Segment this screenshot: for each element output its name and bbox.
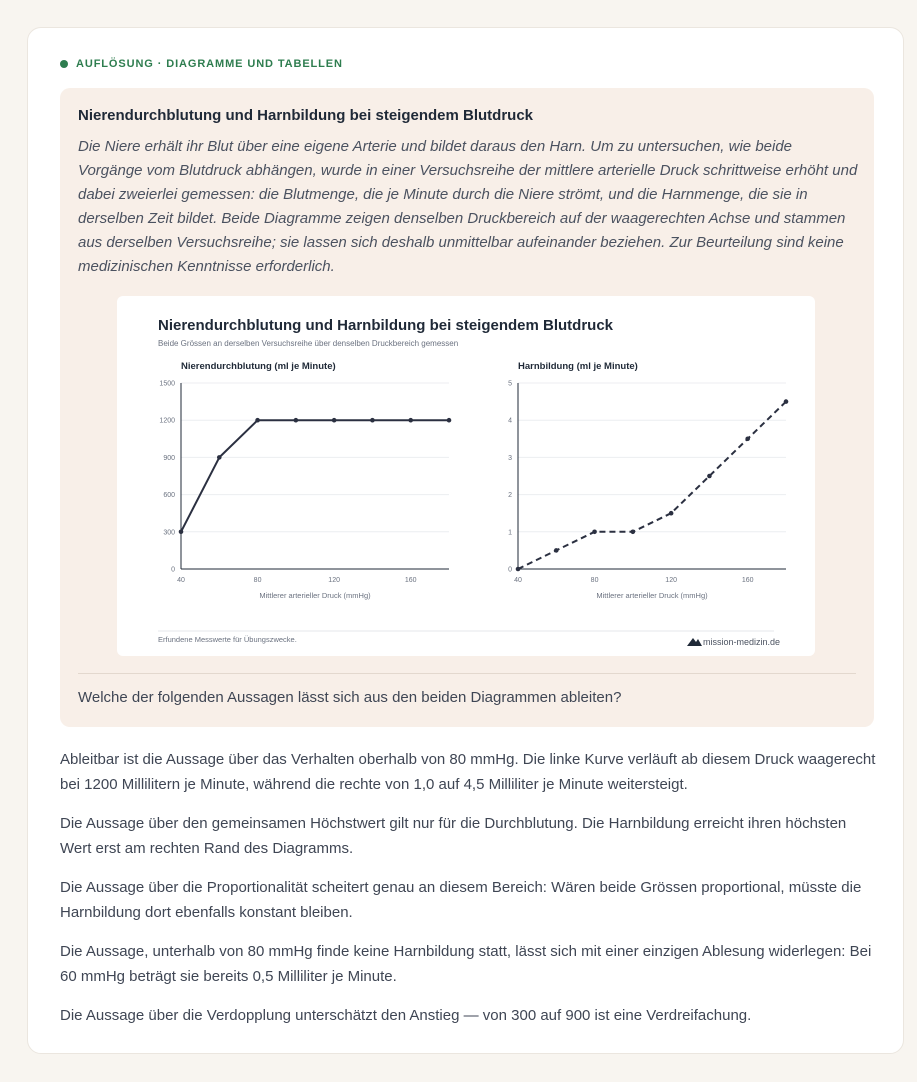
- urine-x-tick-label: 40: [514, 577, 522, 584]
- urine-series-line: [518, 402, 786, 569]
- bloodflow-chart-title: Nierendurchblutung (ml je Minute): [181, 361, 336, 372]
- urine-x-tick-label: 80: [590, 577, 599, 584]
- chart-svg: [117, 296, 815, 656]
- bloodflow-y-tick-label: 600: [163, 492, 175, 500]
- bloodflow-y-tick-label: 300: [163, 529, 175, 537]
- brand-label: mission-medizin.de: [703, 637, 781, 647]
- bloodflow-data-point: [408, 418, 413, 423]
- urine-x-axis-label: Mittlerer arterieller Druck (mmHg): [596, 591, 708, 600]
- explanation-paragraph: Ableitbar ist die Aussage über das Verhalten oberhalb von 80 mmHg. Die linke Kurve verläuft ab diesem Druck waagerecht bei 1200 Millilitern je Minute, während die rechte von 1,0 auf 4,5 Milliliter je Minute weitersteigt.: [60, 751, 876, 793]
- bloodflow-x-tick-label: 120: [328, 577, 340, 584]
- bloodflow-x-tick-label: 160: [404, 577, 417, 584]
- urine-x-tick-label: 120: [665, 577, 677, 584]
- bloodflow-data-point: [447, 418, 452, 423]
- urine-y-tick-label: 5: [508, 380, 512, 388]
- urine-data-point: [631, 530, 636, 535]
- bloodflow-data-point: [255, 418, 260, 423]
- bloodflow-data-point: [332, 418, 337, 423]
- section-tag: [60, 58, 343, 70]
- question-intro: Die Niere erhält ihr Blut über eine eigene Arterie und bildet daraus den Harn. Um zu untersuchen, wie beide Vorgänge vom Blutdruck abhängen, wurde in einer Versuchsreihe der mittlere arterielle Druck schrittweise erhöht und dabei zweierlei gemessen: die Blutmenge, die je Minute durch die Niere strömt, und die Harnmenge, die sie in derselben Zeit bildet. Beide Diagramme zeigen denselben Druckbereich auf der waagerechten Achse und stammen aus derselben Versuchsreihe; sie lassen sich deshalb unmittelbar aufeinander beziehen. Zur Beurteilung sind keine medizinischen Kenntnisse erforderlich.: [78, 138, 858, 275]
- urine-data-point: [784, 399, 789, 404]
- urine-data-point: [707, 474, 712, 479]
- urine-data-point: [669, 511, 674, 516]
- status-dot-icon: [60, 60, 68, 68]
- bloodflow-y-tick-label: 900: [163, 454, 175, 462]
- urine-x-tick-label: 160: [741, 577, 754, 584]
- section-tag-label: AUFLÖSUNG · DIAGRAMME UND TABELLEN: [76, 58, 343, 70]
- solution-card: [27, 27, 904, 1054]
- urine-chart-title: Harnbildung (ml je Minute): [518, 361, 638, 372]
- question-divider: [78, 673, 856, 674]
- question-title: Nierendurchblutung und Harnbildung bei steigendem Blutdruck: [78, 107, 534, 124]
- urine-y-tick-label: 2: [508, 492, 512, 500]
- bloodflow-series-line: [181, 420, 449, 532]
- urine-y-tick-label: 0: [508, 566, 512, 574]
- bloodflow-y-tick-label: 0: [171, 566, 175, 574]
- figure-subtitle: Beide Grössen an derselben Versuchsreihe über denselben Druckbereich gemessen: [158, 339, 459, 348]
- bloodflow-data-point: [294, 418, 299, 423]
- urine-y-tick-label: 3: [508, 454, 512, 462]
- bloodflow-data-point: [370, 418, 375, 423]
- urine-y-tick-label: 1: [508, 529, 512, 537]
- explanation-paragraph: Die Aussage über die Proportionalität scheitert genau an diesem Bereich: Wären beide Grössen proportional, müsste die Harnbildung dort ebenfalls konstant bleiben.: [60, 879, 862, 921]
- question-box: [60, 88, 874, 727]
- mountain-logo-icon: [687, 638, 702, 646]
- answer-explanations: [60, 747, 880, 1042]
- bloodflow-x-tick-label: 40: [177, 577, 185, 584]
- urine-data-point: [592, 530, 597, 535]
- explanation-paragraph: Die Aussage über den gemeinsamen Höchstwert gilt nur für die Durchblutung. Die Harnbildung erreicht ihren höchsten Wert erst am rechten Rand des Diagramms.: [60, 815, 847, 857]
- urine-data-point: [554, 548, 559, 553]
- bloodflow-y-tick-label: 1200: [159, 417, 175, 425]
- urine-data-point: [745, 437, 750, 442]
- figure-title: Nierendurchblutung und Harnbildung bei steigendem Blutdruck: [158, 317, 614, 334]
- figure-footnote: Erfundene Messwerte für Übungszwecke.: [158, 635, 297, 644]
- bloodflow-y-tick-label: 1500: [159, 380, 175, 388]
- bloodflow-x-axis-label: Mittlerer arterieller Druck (mmHg): [259, 591, 371, 600]
- explanation-paragraph: Die Aussage über die Verdopplung unterschätzt den Anstieg — von 300 auf 900 ist eine Verdreifachung.: [60, 1007, 752, 1024]
- chart-figure: [117, 296, 815, 656]
- bloodflow-x-tick-label: 80: [253, 577, 262, 584]
- bloodflow-data-point: [217, 455, 222, 460]
- urine-data-point: [516, 567, 521, 572]
- question-prompt: Welche der folgenden Aussagen lässt sich aus den beiden Diagrammen ableiten?: [78, 689, 622, 706]
- urine-y-tick-label: 4: [508, 417, 512, 425]
- bloodflow-data-point: [179, 530, 184, 535]
- explanation-paragraph: Die Aussage, unterhalb von 80 mmHg finde keine Harnbildung statt, lässt sich mit einer einzigen Ablesung widerlegen: Bei 60 mmHg beträgt sie bereits 0,5 Milliliter je Minute.: [60, 943, 872, 985]
